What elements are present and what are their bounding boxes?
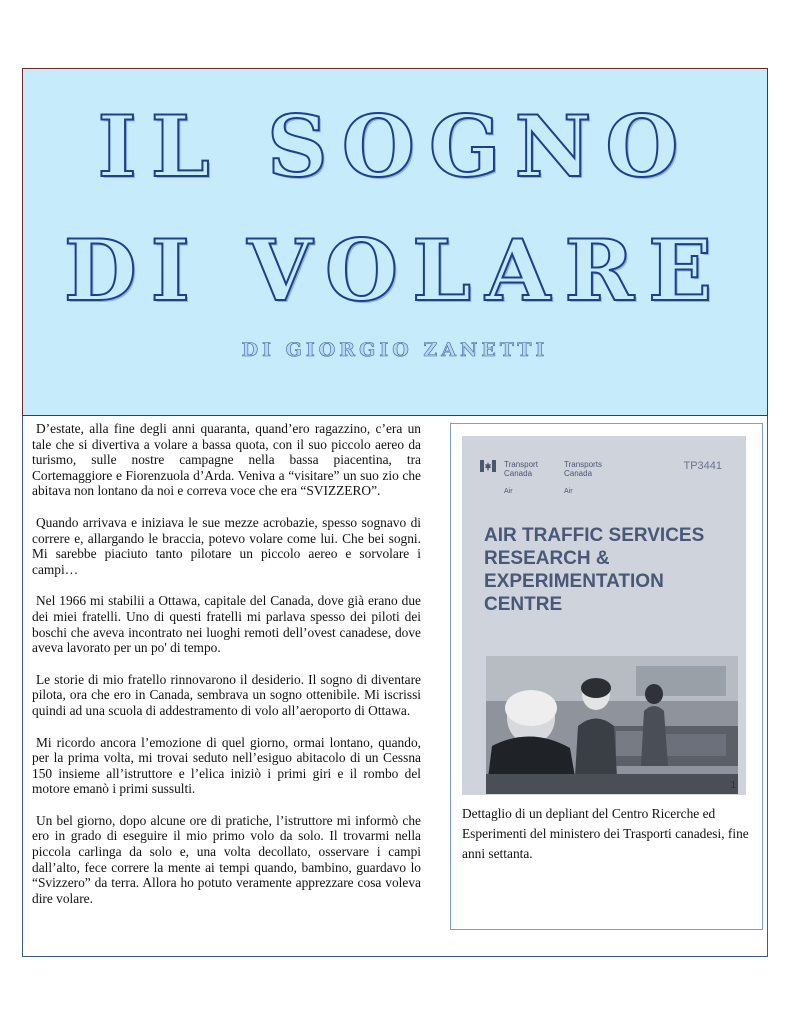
brochure-title (484, 524, 704, 616)
control-room-photo (486, 656, 738, 794)
agency-en (504, 460, 538, 478)
brochure-title-line4: CENTRE (484, 594, 563, 615)
brochure-image (462, 436, 746, 795)
paragraph-2: Quando arrivava e iniziava le sue mezze acrobazie, spesso sognavo di correre e, allargando le braccia, potevo volare come lui. Che bei sogni. Mi sarebbe piaciuto tanto pilotare un piccolo aereo e sorvolare i campi… (32, 514, 421, 577)
brochure-page-number: 1 (730, 780, 736, 791)
brochure-title-line2: RESEARCH & (484, 548, 610, 569)
title-line-1: IL SOGNO (97, 97, 693, 196)
agency-fr (564, 460, 602, 478)
paragraph-4: Le storie di mio fratello rinnovarono il desiderio. Il sogno di diventare pilota, ora che ero in Canada, sembrava un sogno ottenibile. Mi iscrissi quindi ad una scuola di addestramento di volo all’aeroporto di Ottawa. (32, 671, 421, 718)
brochure-title-line3: EXPERIMENTATION (484, 571, 664, 592)
title-line-2: DI VOLARE (63, 221, 727, 320)
paragraph-3: Nel 1966 mi stabilii a Ottawa, capitale del Canada, dove già erano due dei miei fratelli. Uno di questi fratelli mi parlava spesso dei piloti dei boschi che aveva incontrato nei luoghi remoti dell’ovest canadese, dove aveva lavorato per un po' di tempo. (32, 593, 421, 656)
figure-box (450, 423, 763, 930)
agency-fr-line2: Canada (564, 469, 593, 478)
agency-fr-line1: Transports (564, 460, 602, 469)
agency-en-line1: Transport (504, 460, 538, 469)
maple-leaf-flag-icon (480, 460, 496, 472)
figure-caption: Dettaglio di un depliant del Centro Ricerche ed Esperimenti del ministero dei Trasporti canadesi, fine anni settanta. (462, 806, 749, 861)
title-banner (22, 68, 768, 416)
agency-en-line2: Canada (504, 469, 533, 478)
paragraph-5: Mi ricordo ancora l’emozione di quel giorno, ormai lontano, quando, per la prima volta, mi trovai seduto nell’esiguo abitacolo di un Cessna 150 insieme all’istruttore e l’elica iniziò i primi giri e il rombo del motore emanò i primi sussulti. (32, 734, 421, 797)
air-en: Air (504, 488, 513, 495)
author-byline: DI GIORGIO ZANETTI (241, 339, 549, 361)
article-body (32, 421, 421, 922)
paragraph-1: D’estate, alla fine degli anni quaranta, quand’ero ragazzino, c’era un tale che si divertiva a volare a bassa quota, con il suo piccolo aereo da turismo, sulle nostre campagne nella bassa piacentina, tra Cortemaggiore e Fiorenzuola d’Arda. Veniva a “visitare” un suo zio che abitava non lontano da noi e correva voce che era “SVIZZERO”. (32, 421, 421, 499)
air-fr: Air (564, 488, 573, 495)
paragraph-6: Un bel giorno, dopo alcune ore di pratiche, l’istruttore mi informò che ero in grado di eseguire il mio primo volo da solo. Il trovarmi nella piccola carlinga da solo e, una volta decollato, osservare i campi dall’alto, fece correre la mente ai tempi quando, bambino, guardavo lo “Svizzero” da terra. Allora ho potuto veramente apprezzare cosa voleva dire volare. (32, 812, 421, 906)
brochure-title-line1: AIR TRAFFIC SERVICES (484, 525, 705, 546)
publication-code: TP3441 (683, 460, 722, 472)
